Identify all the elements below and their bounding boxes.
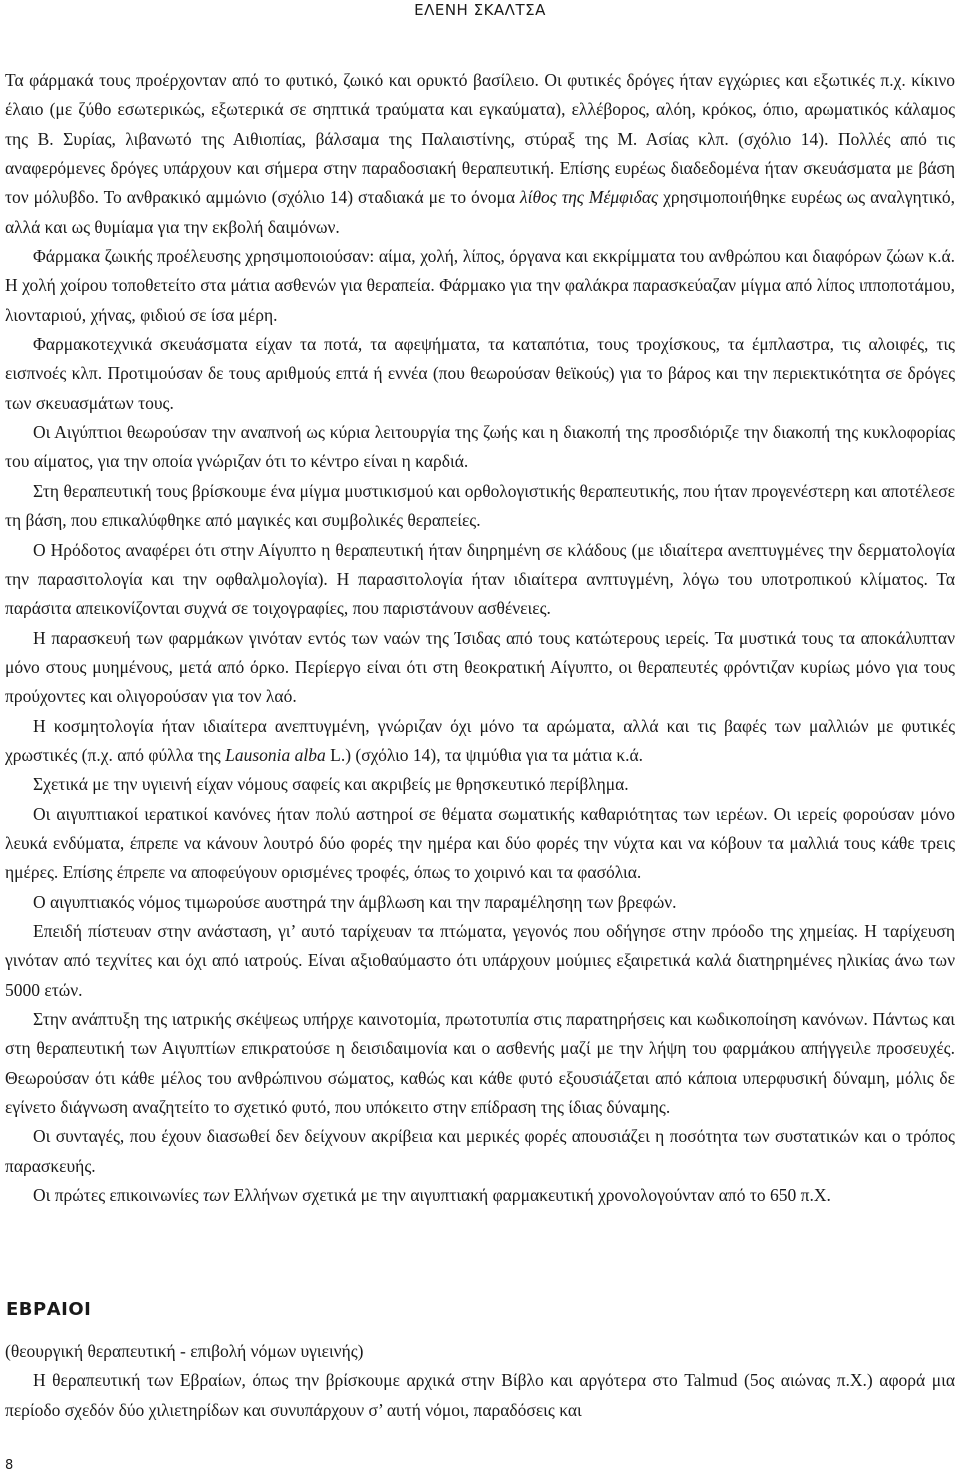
italic-term: των [202, 1185, 230, 1206]
italic-term: Lausonia alba [225, 744, 326, 765]
body-text [5, 66, 955, 1210]
text-span: Η κοσμητολογία ήταν ιδιαίτερα ανεπτυγμένη, γνώριζαν όχι μόνο τα αρώματα, αλλά και τις βαφές των μαλλιών με φυτικές χρωστικές (π.χ. από φύλλα της [5, 715, 955, 765]
paragraph-hebrew-therapeutics: Η θεραπευτική των Εβραίων, όπως την βρίσκουμε αρχικά στην Βίβλο και αργότερα στο Talmud (5ος αιώνας π.Χ.) αφορά μια περίοδο σχεδόν δύο χιλιετηρίδων και συνυπάρχουν σ’ αυτή νόμοι, παραδόσεις και [5, 1370, 955, 1420]
paragraph-embalming: Επειδή πίστευαν στην ανάσταση, γι’ αυτό ταρίχευαν τα πτώματα, γεγονός που οδήγησε στην πρόοδο της χημείας. Η ταρίχευση γινόταν από τεχνίτες και όχι από ιατρούς. Είναι αξιοθαύμαστο ότι υπάρχουν μούμιες εξαιρετικά καλά διατηρημένες ηλικίας άνω των 5000 ετών. [5, 920, 955, 1000]
section-subtitle: (θεουργική θεραπευτική - επιβολή νόμων υγιεινής) [5, 1341, 364, 1361]
section-heading: ΕΒΡΑΙΟΙ [6, 1299, 92, 1320]
text-span: χρησιμοποιήθηκε ευρέως ως αναλγητικό, αλλά και ως θυμίαμα για την εκβολή δαιμόνων. [5, 187, 955, 237]
paragraph-preparation: Η παρασκευή των φαρμάκων γινόταν εντός των ναών της Ίσιδας από τους κατώτερους ιερείς. Τα μυστικά τους τα αποκάλυπταν μόνο στους μυημένους, μετά από όρκο. Περίεργο είναι ότι στη θεοκρατική Αίγυπτο, οι θεραπευτές φρόντιζαν κυρίως μόνο για τους προύχοντες και ολιγορούσαν για τον λαό. [5, 627, 955, 707]
paragraph-herodotus: Ο Ηρόδοτος αναφέρει ότι στην Αίγυπτο η θεραπευτική ήταν διηρημένη σε κλάδους (με ιδιαίτερα ανεπτυγμένες την δερματολογία την παρασιτολογία και την οφθαλμολογία). Η παρασιτολογία ήταν ιδιαίτερα ανπτυγμένη, λόγω του υποτροπικού κλίματος. Τα παράσιτα απεικονίζονται συχνά σε τοιχογραφίες, που παριστάνουν ασθένειες. [5, 539, 955, 619]
paragraph-pharmaceutical-forms: Φαρμακοτεχνικά σκευάσματα είχαν τα ποτά, τα αφεψήματα, τα καταπότια, τους τροχίσκους, τα έμπλαστρα, τις αλοιφές, τις εισπνοές κλπ. Προτιμούσαν δε τους αριθμούς επτά ή εννέα (που θεωρούσαν θεϊκούς) για το βάρος και την περιεκτικότητα σε δρόγες των σκευασμάτων τους. [5, 334, 955, 413]
paragraph-greek-contacts [5, 1181, 955, 1210]
paragraph-hygiene: Σχετικά με την υγιεινή είχαν νόμους σαφείς και ακριβείς με θρησκευτικό περίβλημα. [33, 774, 629, 795]
paragraph-breathing: Οι Αιγύπτιοι θεωρούσαν την αναπνοή ως κύρια λειτουργία της ζωής και η διακοπή της προσδιόριζε την διακοπή της κυκλοφορίας του αίματος, για την οποία γνώριζαν ότι το κέντρο είναι η καρδιά. [5, 422, 955, 472]
text-span: Τα φάρμακά τους προέρχονταν από το φυτικό, ζωικό και ορυκτό βασίλειο. Οι φυτικές δρόγες ήταν εγχώριες και εξωτικές π.χ. κίκινο έλαιο (με ζύθο εσωτερικώς, εξωτερικά σε σηπτικά τραύματα και εγκαύματα), ελλέβορος, αλόη, κρόκος, όπιο, αρωματικός κάλαμος της Β. Συρίας, λιβανωτό της Αιθιοπίας, βάλσαμα της Παλαιστίνης, στύραξ της Μ. Ασίας κλπ. (σχόλιο 14). Πολλές από τις αναφερόμενες δρόγες υπάρχουν και σήμερα στην παραδοσιακή θεραπευτική. Επίσης ευρέως διαδεδομένα ήταν σκευάσματα με βάση τον μόλυβδο. Το ανθρακικό αμμώνιο (σχόλιο 14) σταδιακά με το όνομα [5, 70, 955, 208]
italic-term: λίθος της Μέμφιδας [520, 187, 659, 208]
section-text [5, 1337, 955, 1425]
paragraph-law: Ο αιγυπτιακός νόμος τιμωρούσε αυστηρά την άμβλωση και την παραμέλησηη των βρεφών. [33, 891, 677, 912]
text-span: Οι πρώτες επικοινωνίες [33, 1185, 203, 1206]
paragraph-cosmetology [5, 712, 955, 771]
paragraph-medical-thought: Στην ανάπτυξη της ιατρικής σκέψεως υπήρχε καινοτομία, πρωτοτυπία στις παρατηρήσεις και κωδικοποίηση κανόνων. Πάντως και στη θεραπευτική των Αιγυπτίων επικρατούσε η δεισιδαιμονία και ο ασθενής μαζί με την λήψη του φαρμάκου απήγγειλε προσευχές. Θεωρούσαν ότι κάθε μέλος του ανθρώπινου σώματος, καθώς και κάθε φυτό εξουσιάζεται από κάποια υπερφυσική δύναμη, μόλις δε εγίνετο διάγνωση αναζητείτο το σχετικό φυτό, που υπόκειτο στην επίδραση της ίδιας δύναμης. [5, 1009, 955, 1118]
paragraph-therapeutics-mix: Στη θεραπευτική τους βρίσκουμε ένα μίγμα μυστικισμού και ορθολογιστικής θεραπευτικής, που ήταν προγενέστερη και αποτέλεσε τη βάση, που επικαλύφθηκε από μαγικές και συμβολικές θεραπείες. [5, 480, 955, 531]
running-header: ΕΛΕΝΗ ΣΚΑΛΤΣΑ [414, 1, 546, 19]
paragraph-priestly-rules: Οι αιγυπτιακοί ιερατικοί κανόνες ήταν πολύ αστηροί σε θέματα σωματικής καθαριότητας των ιερέων. Οι ιερείς φορούσαν μόνο λευκά ενδύματα, έπρεπε να κάνουν λουτρό δύο φορές την ημέρα και δύο φορές την νύχτα και να κόβουν τα μαλλιά τους κάθε τρεις ημέρες. Επίσης έπρεπε να αποφεύγουν ορισμένες τροφές, όπως το χοιρινό και τα φασόλια. [5, 803, 955, 883]
text-span: Ελλήνων σχετικά με την αιγυπτιακή φαρμακευτική χρονολογούνταν από το 650 π.Χ. [229, 1185, 831, 1206]
text-span: L.) (σχόλιο 14), τα ψιμύθια για τα μάτια κ.ά. [325, 744, 644, 765]
paragraph-animal-remedies: Φάρμακα ζωικής προέλευσης χρησιμοποιούσαν: αίμα, χολή, λίπος, όργανα και εκκρίμματα του ανθρώπου και διαφόρων ζώων κ.ά. Η χολή χοίρου τοποθετείτο στα μάτια ασθενών για θεραπεία. Φάρμακο για την φαλάκρα παρασκεύαζαν μίγμα από λίπος ιπποποτάμου, λιονταριού, χήνας, φιδιού σε ίσα μέρη. [5, 246, 955, 325]
paragraph-remedies-sources [5, 66, 955, 242]
page-number: 8 [5, 1458, 14, 1473]
paragraph-prescriptions: Οι συνταγές, που έχουν διασωθεί δεν δείχνουν ακρίβεια και μερικές φορές απουσιάζει η ποσότητα των συστατικών και ο τρόπος παρασκευής. [5, 1126, 955, 1176]
